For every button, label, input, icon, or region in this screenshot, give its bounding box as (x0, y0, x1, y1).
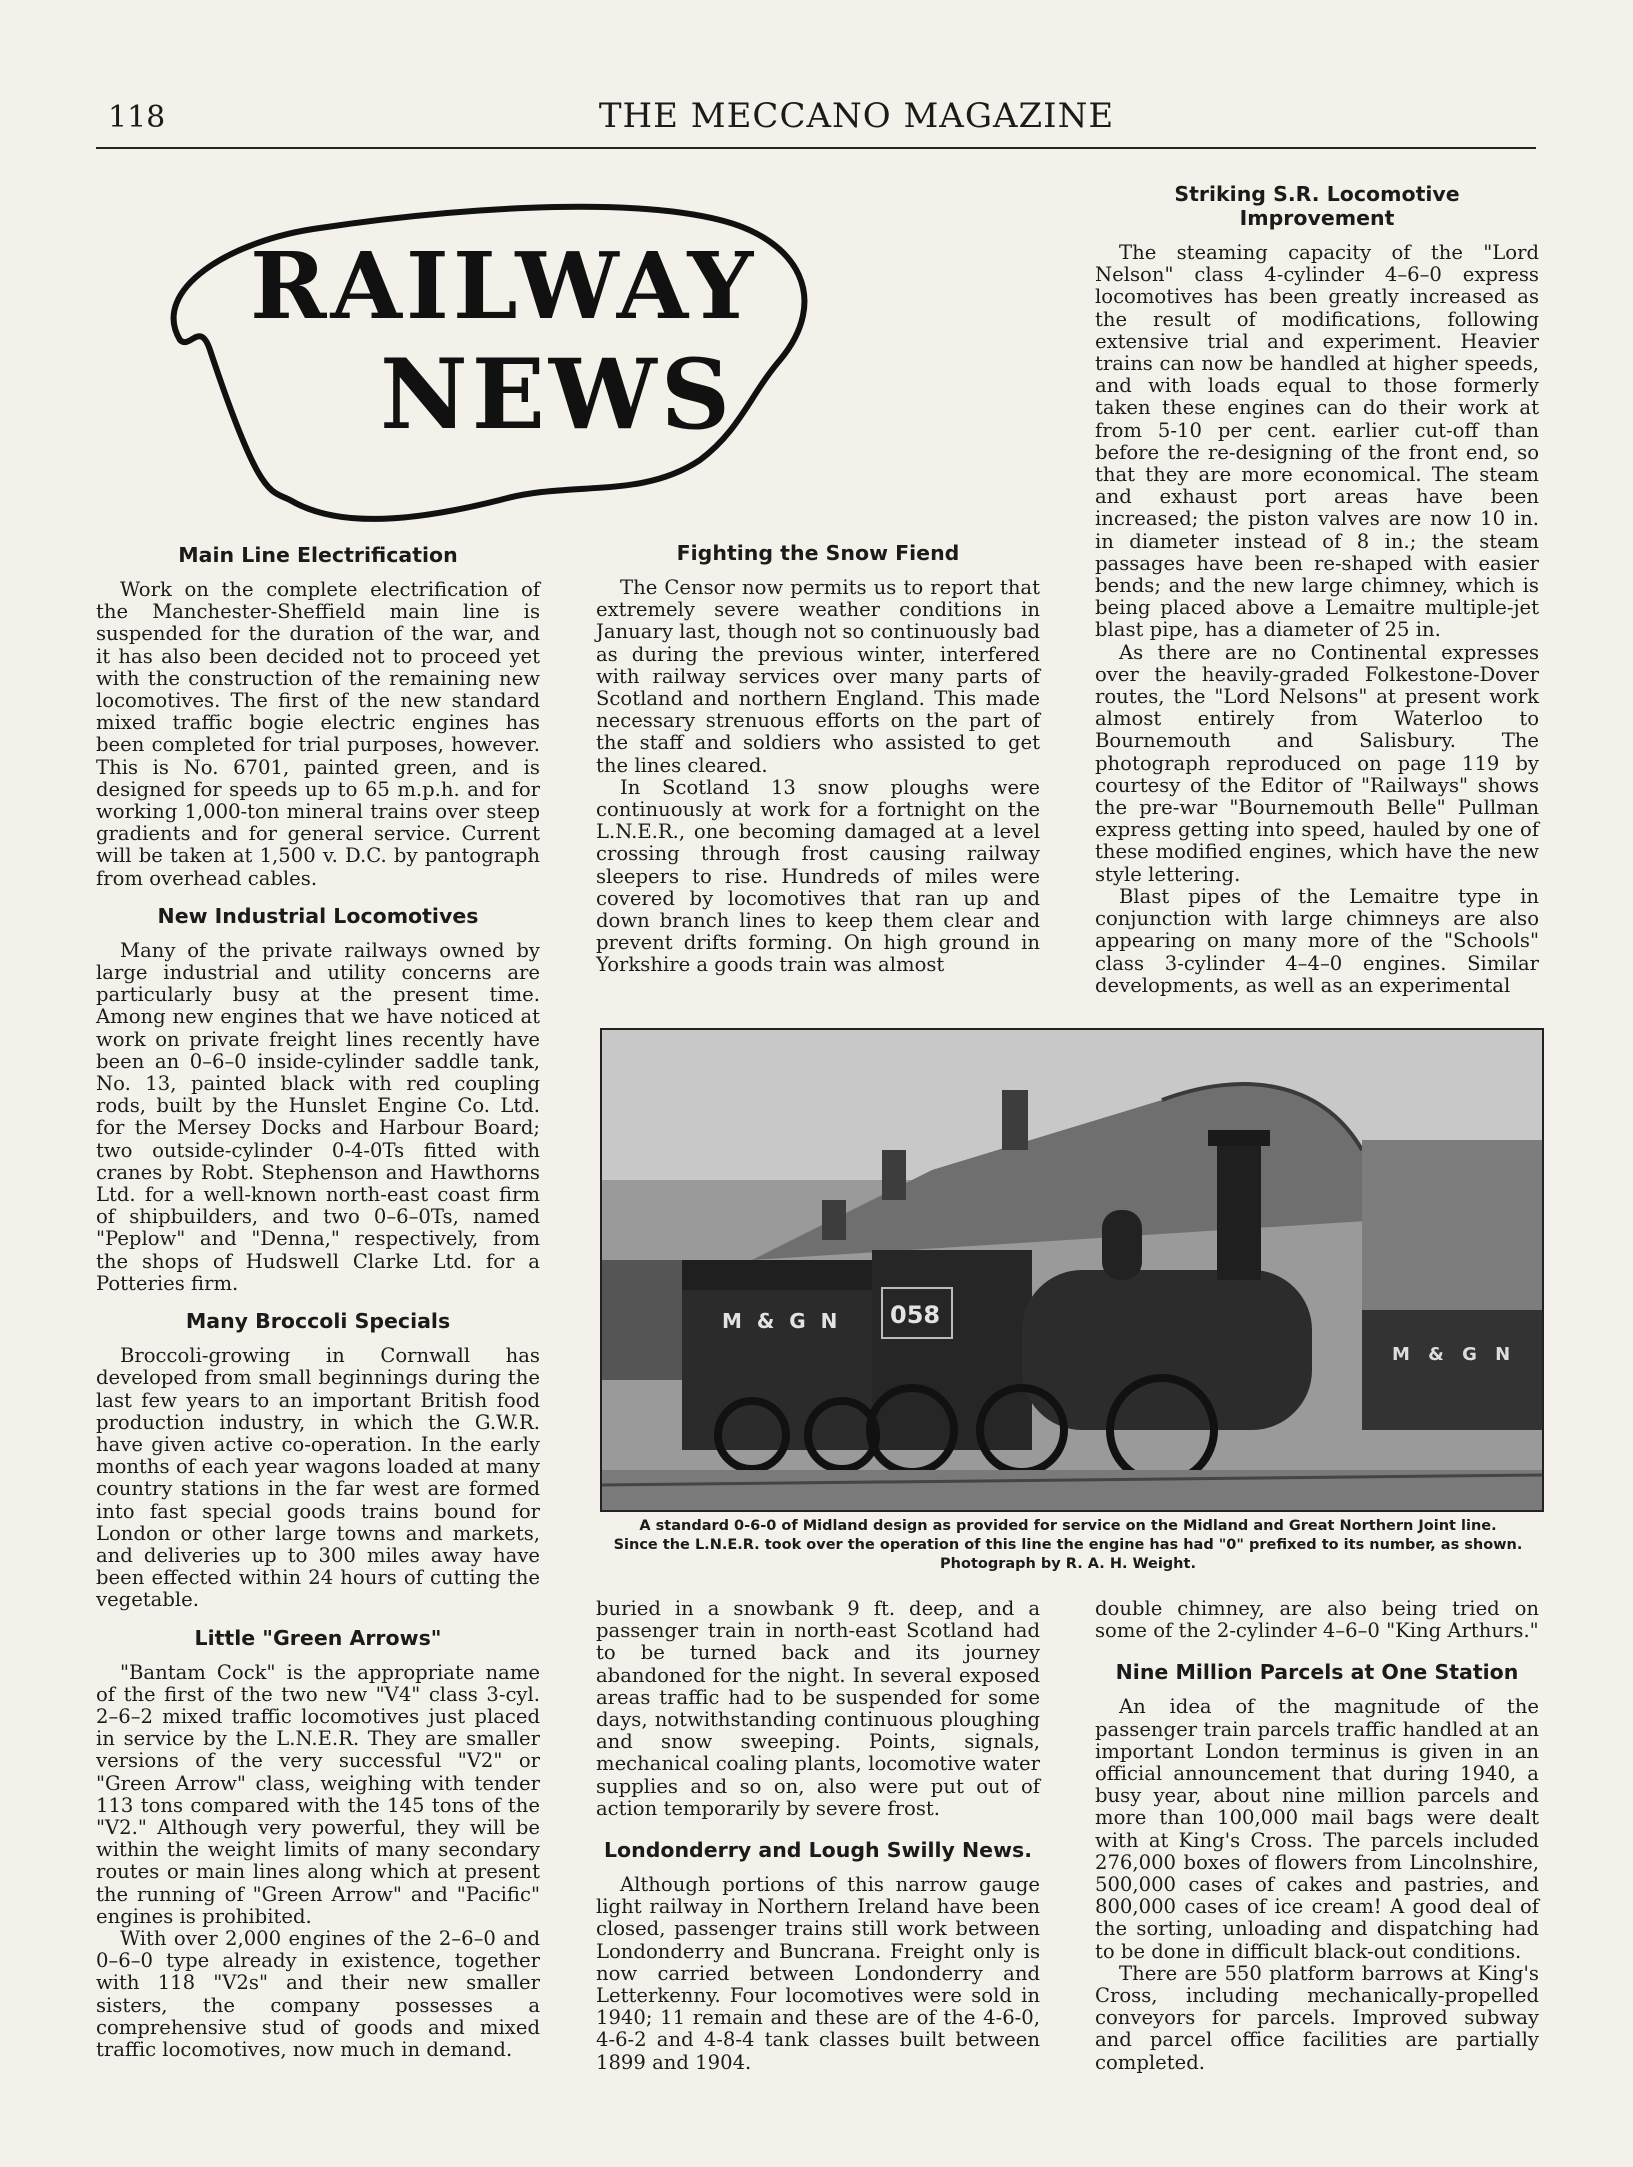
photo-caption (596, 1517, 1540, 1574)
heading-sr: Striking S.R. Locomotive Improvement (1174, 182, 1460, 230)
paragraph: With over 2,000 engines of the 2–6–0 and 0–6–0 type already in existence, together with 118 "V2s" and their new smaller sisters, the company possesses a comprehensive stud of goods and mixed traffic locomotives, now much in demand. (96, 1926, 540, 2061)
caption-line-2: Since the L.N.E.R. took over the operation of this line the engine has had "0" prefixed to its number, as shown. (613, 1537, 1523, 1553)
paragraph: As there are no Continental expresses over the heavily-graded Folkestone-Dover routes, the "Lord Nelsons" at present work almost entirely from Waterloo to Bournemouth and Salisbury. The photograph reproduced on page 119 by courtesy of the Editor of "Railways" shows the pre-war "Bournemouth Belle" Pullman express getting into speed, hauled by one of these modified engines, which have the new style lettering. (1095, 640, 1539, 886)
paragraph: The Censor now permits us to report that extremely severe weather conditions in January last, though not so continuously bad as during the previous winter, interfered with railway services over many parts of Scotland and northern England. This made necessary strenuous efforts on the part of the staff and soldiers who assisted to get the lines cleared. (596, 576, 1040, 777)
paragraph-continuation: buried in a snowbank 9 ft. deep, and a passenger train in north-east Scotland had to be turned back and its journey abandoned for the night. In several exposed areas traffic had to be suspended for some days, notwithstanding continuous ploughing and snow sweeping. Points, signals, mechanical coaling plants, locomotive water supplies and so on, also were put out of action temporarily by severe frost. (596, 1597, 1040, 1820)
column-left (96, 543, 540, 2061)
tender-lettering: M & G N (722, 1309, 842, 1333)
railway-news-logo (140, 200, 820, 530)
paragraph: An idea of the magnitude of the passenger train parcels traffic handled at an important London terminus is given in an official announcement that during 1940, a busy year, about nine million parcels and more than 100,000 mail bags were dealt with at King's Cross. The parcels included 276,000 boxes of flowers from Lincolnshire, 500,000 cases of cakes and pastries, and 800,000 cases of ice cream! A good deal of the sorting, unloading and dispatching had to be done in difficult black-out conditions. (1095, 1695, 1539, 1963)
engine-number: 058 (890, 1301, 941, 1329)
paragraph: In Scotland 13 snow ploughs were continuously at work for a fortnight on the L.N.E.R., one becoming damaged at a level crossing through frost causing railway sleepers to rise. Hundreds of miles were covered by locomotives that ran up and down branch lines to keep them clear and prevent drifts forming. On high ground in Yorkshire a goods train was almost (596, 775, 1040, 977)
paragraph: Broccoli-growing in Cornwall has developed from small beginnings during the last few years to an important British food production industry, in which the G.W.R. have given active co-operation. In the early months of each year wagons loaded at many country stations in the far west are formed into fast special goods trains bound for London or other large towns and markets, and deliveries up to 300 miles away have been effected within 24 hours of cutting the vegetable. (96, 1344, 540, 1612)
locomotive-illustration (602, 1030, 1542, 1510)
paragraph: "Bantam Cock" is the appropriate name of the first of the two new "V4" class 3-cyl. 2–6–2 mixed traffic locomotives just placed in service by the L.N.E.R. They are smaller versions of the very successful "V2" or "Green Arrow" class, weighing with tender 113 tons compared with the 145 tons of the "V2." Although very powerful, they will be within the weight limits of many secondary routes or main lines along which at present the running of "Green Arrow" and "Pacific" engines is prohibited. (96, 1660, 540, 1928)
column-right-lower (1095, 1598, 1539, 2074)
heading-parcels: Nine Million Parcels at One Station (1115, 1660, 1519, 1685)
logo-line-railway: RAILWAY (250, 232, 758, 340)
wagon-lettering: M & G N (1392, 1344, 1517, 1365)
paragraph-continuation: double chimney, are also being tried on some of the 2-cylinder 4–6–0 "King Arthurs." (1095, 1597, 1539, 1643)
caption-credit: Photograph by R. A. H. Weight. (940, 1556, 1196, 1572)
heading-industrial: New Industrial Locomotives (157, 903, 479, 928)
heading-snow: Fighting the Snow Fiend (676, 541, 960, 565)
caption-line-1: A standard 0-6-0 of Midland design as provided for service on the Midland and Great Northern Joint line. (639, 1518, 1497, 1534)
column-middle (596, 541, 1040, 977)
header-rule (96, 147, 1536, 149)
page-number: 118 (108, 100, 166, 135)
column-middle-lower (596, 1598, 1040, 2074)
heading-green-arrows: Little "Green Arrows" (194, 1625, 442, 1650)
heading-broccoli: Many Broccoli Specials (185, 1309, 451, 1334)
paragraph: Although portions of this narrow gauge light railway in Northern Ireland have been closed, passenger trains still work between Londonderry and Buncrana. Freight only is now carried between Londonderry and Letterkenny. Four locomotives were sold in 1940; 11 remain and these are of the 4-6-0, 4-6-2 and 4-8-4 tank classes built between 1899 and 1904. (596, 1873, 1040, 2074)
heading-londonderry: Londonderry and Lough Swilly News. (603, 1838, 1033, 1863)
heading-main-line: Main Line Electrification (178, 543, 458, 567)
magazine-title: THE MECCANO MAGAZINE (598, 96, 1115, 136)
locomotive-photo (600, 1028, 1544, 1512)
paragraph: Blast pipes of the Lemaitre type in conjunction with large chimneys are also appearing on many more of the "Schools" class 3-cylinder 4–4–0 engines. Similar developments, as well as an experimental (1095, 884, 1539, 997)
logo-line-news: NEWS (380, 338, 735, 451)
paragraph: The steaming capacity of the "Lord Nelson" class 4-cylinder 4–6–0 express locomotives has been greatly increased as the result of modifications, following extensive trial and experiment. Heavier trains can now be handled at higher speeds, and with loads equal to those formerly taken these engines can do their work at from 5-10 per cent. earlier cut-off than before the re-designing of the front end, so that they are more economical. The steam and exhaust port areas have been increased; the piston valves are now 10 in. in diameter instead of 8 in.; the steam passages have been re-shaped with easier bends; and the new large chimney, which is being placed above a Lemaitre multiple-jet blast pipe, has a diameter of 25 in. (1095, 241, 1539, 642)
column-right (1095, 182, 1539, 997)
paragraph: Many of the private railways owned by large industrial and utility concerns are particularly busy at the present time. Among new engines that we have noticed at work on private freight lines recently have been an 0–6–0 inside-cylinder saddle tank, No. 13, painted black with red coupling rods, built by the Hunslet Engine Co. Ltd. for the Mersey Docks and Harbour Board; two outside-cylinder 0-4-0Ts fitted with cranes by Robt. Stephenson and Hawthorns Ltd. for a well-known north-east coast firm of shipbuilders, and two 0–6–0Ts, named "Peplow" and "Denna," respectively, from the shops of Hudswell Clarke Ltd. for a Potteries firm. (96, 938, 540, 1295)
paragraph: There are 550 platform barrows at King's Cross, including mechanically-propelled conveyors for parcels. Improved subway and parcel office facilities are partially completed. (1095, 1961, 1539, 2074)
paragraph: Work on the complete electrification of the Manchester-Sheffield main line is suspended for the duration of the war, and it has also been decided not to proceed yet with the construction of the remaining new locomotives. The first of the new standard mixed traffic bogie electric engines has been completed for trial purposes, however. This is No. 6701, painted green, and is designed for speeds up to 65 m.p.h. and for working 1,000-ton mineral trains over steep gradients and for general service. Current will be taken at 1,500 v. D.C. by pantograph from overhead cables. (96, 578, 540, 890)
